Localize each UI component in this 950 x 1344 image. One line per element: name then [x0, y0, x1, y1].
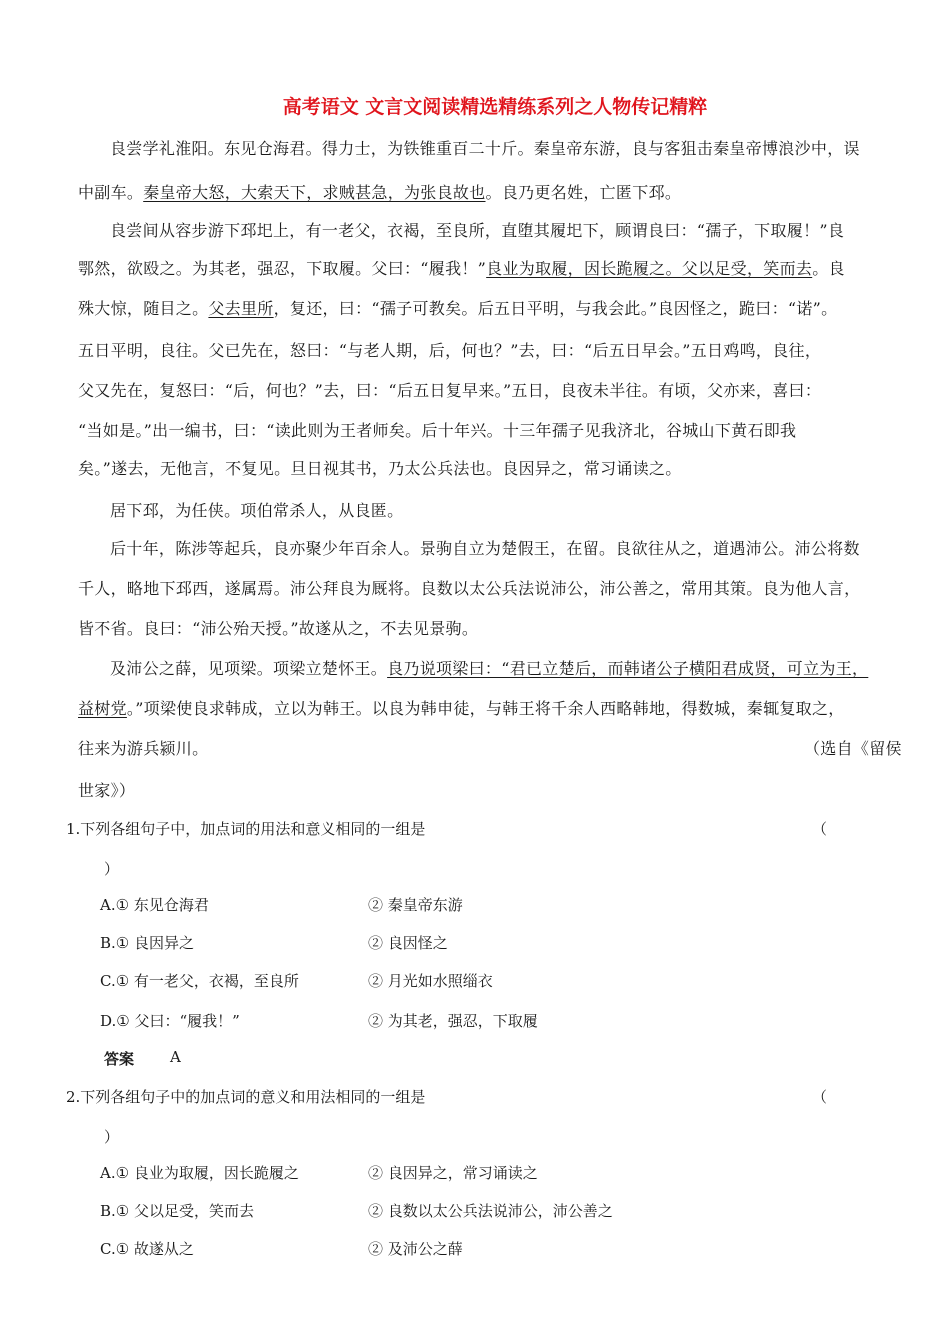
text-run: 中副车。 [78, 183, 144, 202]
option-b-2: ② 良数以太公兵法说沛公，沛公善之 [368, 1202, 613, 1220]
option-c-2: ② 及沛公之薛 [368, 1240, 463, 1258]
passage-line: 父又先在，复怒曰：“后，何也？”去，曰：“后五日复早来。”五日，良夜未半往。有顷，父亦来，喜曰： [78, 381, 822, 400]
text-run: 殊大惊，随目之。 [78, 299, 209, 318]
underlined-sentence: 益树党 [78, 699, 127, 718]
option-a-2: ② 秦皇帝东游 [368, 896, 463, 914]
passage-line: 良尝间从容步游下邳圯上，有一老父，衣褐，至良所，直堕其履圯下，顾谓良曰：“孺子，下取履！”良 [110, 221, 845, 240]
answer-paren-open: （ [812, 1088, 828, 1106]
option-b-2: ② 良因怪之 [368, 934, 448, 952]
passage-line [78, 696, 845, 719]
passage-line [110, 656, 868, 679]
passage-line [78, 296, 837, 319]
passage-line: 后十年，陈涉等起兵，良亦聚少年百余人。景驹自立为楚假王，在留。良欲往从之，道遇沛公。沛公将数 [110, 539, 860, 558]
question-stem: 2.下列各组句子中的加点词的意义和用法相同的一组是 [66, 1088, 426, 1106]
answer-paren-close: ） [104, 860, 120, 878]
passage-line: 良尝学礼淮阳。东见仓海君。得力士，为铁锥重百二十斤。秦皇帝东游，良与客狙击秦皇帝博浪沙中，误 [110, 139, 860, 158]
option-d-2: ② 为其老，强忍，下取履 [368, 1012, 538, 1030]
option-c-2: ② 月光如水照缁衣 [368, 972, 493, 990]
underlined-sentence: 秦皇帝大怒，大索天下，求贼甚急，为张良故也 [143, 183, 486, 202]
answer-paren-open: （ [812, 820, 828, 838]
passage-line: 矣。”遂去，无他言，不复见。旦日视其书，乃太公兵法也。良因异之，常习诵读之。 [78, 459, 682, 478]
source-citation: （选自《留侯 [804, 739, 902, 758]
passage-line: 千人，略地下邳西，遂属焉。沛公拜良为厩将。良数以太公兵法说沛公，沛公善之，常用其策。良为他人言， [78, 579, 861, 598]
option-c-1: C.① 有一老父，衣褐，至良所 [100, 972, 299, 990]
underlined-sentence: 父去里所 [208, 299, 274, 318]
passage-line: 往来为游兵颍川。 [78, 739, 209, 758]
option-a-1: A.① 良业为取履，因长跪履之 [100, 1164, 299, 1182]
underlined-sentence: 良乃说项梁曰：“君已立楚后，而韩诸公子横阳君成贤，可立为王， [387, 659, 869, 678]
underlined-sentence: 良业为取履，因长跪履之。父以足受，笑而去 [486, 259, 813, 278]
passage-line: 居下邳，为任侠。项伯常杀人，从良匿。 [110, 501, 404, 520]
passage-line: 五日平明，良往。父已先在，怒曰：“与老人期，后，何也？”去，曰：“后五日早会。”五日鸡鸣，良往， [78, 341, 822, 360]
option-b-1: B.① 良因异之 [100, 934, 195, 952]
option-a-1: A.① 东见仓海君 [100, 896, 209, 914]
text-run: 。良乃更名姓，亡匿下邳。 [485, 183, 682, 202]
answer-value: A [170, 1048, 181, 1066]
text-run: 及沛公之薛，见项梁。项梁立楚怀王。 [110, 659, 388, 678]
text-run: 。”项梁使良求韩成，立以为韩王。以良为韩申徒，与韩王将千余人西略韩地，得数城，秦辄复取之， [126, 699, 845, 718]
answer-label: 答案 [104, 1050, 135, 1068]
document-title: 高考语文 文言文阅读精选精练系列之人物传记精粹 [282, 96, 708, 118]
answer-paren-close: ） [104, 1128, 120, 1146]
option-d-1: D.① 父曰：“履我！” [100, 1012, 240, 1030]
text-run: 。良 [812, 259, 845, 278]
source-citation: 世家》） [78, 781, 136, 800]
option-c-1: C.① 故遂从之 [100, 1240, 194, 1258]
option-a-2: ② 良因异之，常习诵读之 [368, 1164, 538, 1182]
passage-line [78, 180, 681, 203]
option-b-1: B.① 父以足受，笑而去 [100, 1202, 255, 1220]
question-stem: 1.下列各组句子中，加点词的用法和意义相同的一组是 [66, 820, 426, 838]
text-run: 鄂然，欲殴之。为其老，强忍，下取履。父曰：“履我！” [78, 259, 487, 278]
passage-line: 皆不省。良曰：“沛公殆天授。”故遂从之，不去见景驹。 [78, 619, 479, 638]
passage-line: “当如是。”出一编书，曰：“读此则为王者师矣。后十年兴。十三年孺子见我济北，谷城山下黄石即我 [78, 421, 797, 440]
passage-line [78, 256, 845, 279]
text-run: ，复还，曰：“孺子可教矣。后五日平明，与我会此。”良因怪之，跪曰：“诺”。 [273, 299, 838, 318]
